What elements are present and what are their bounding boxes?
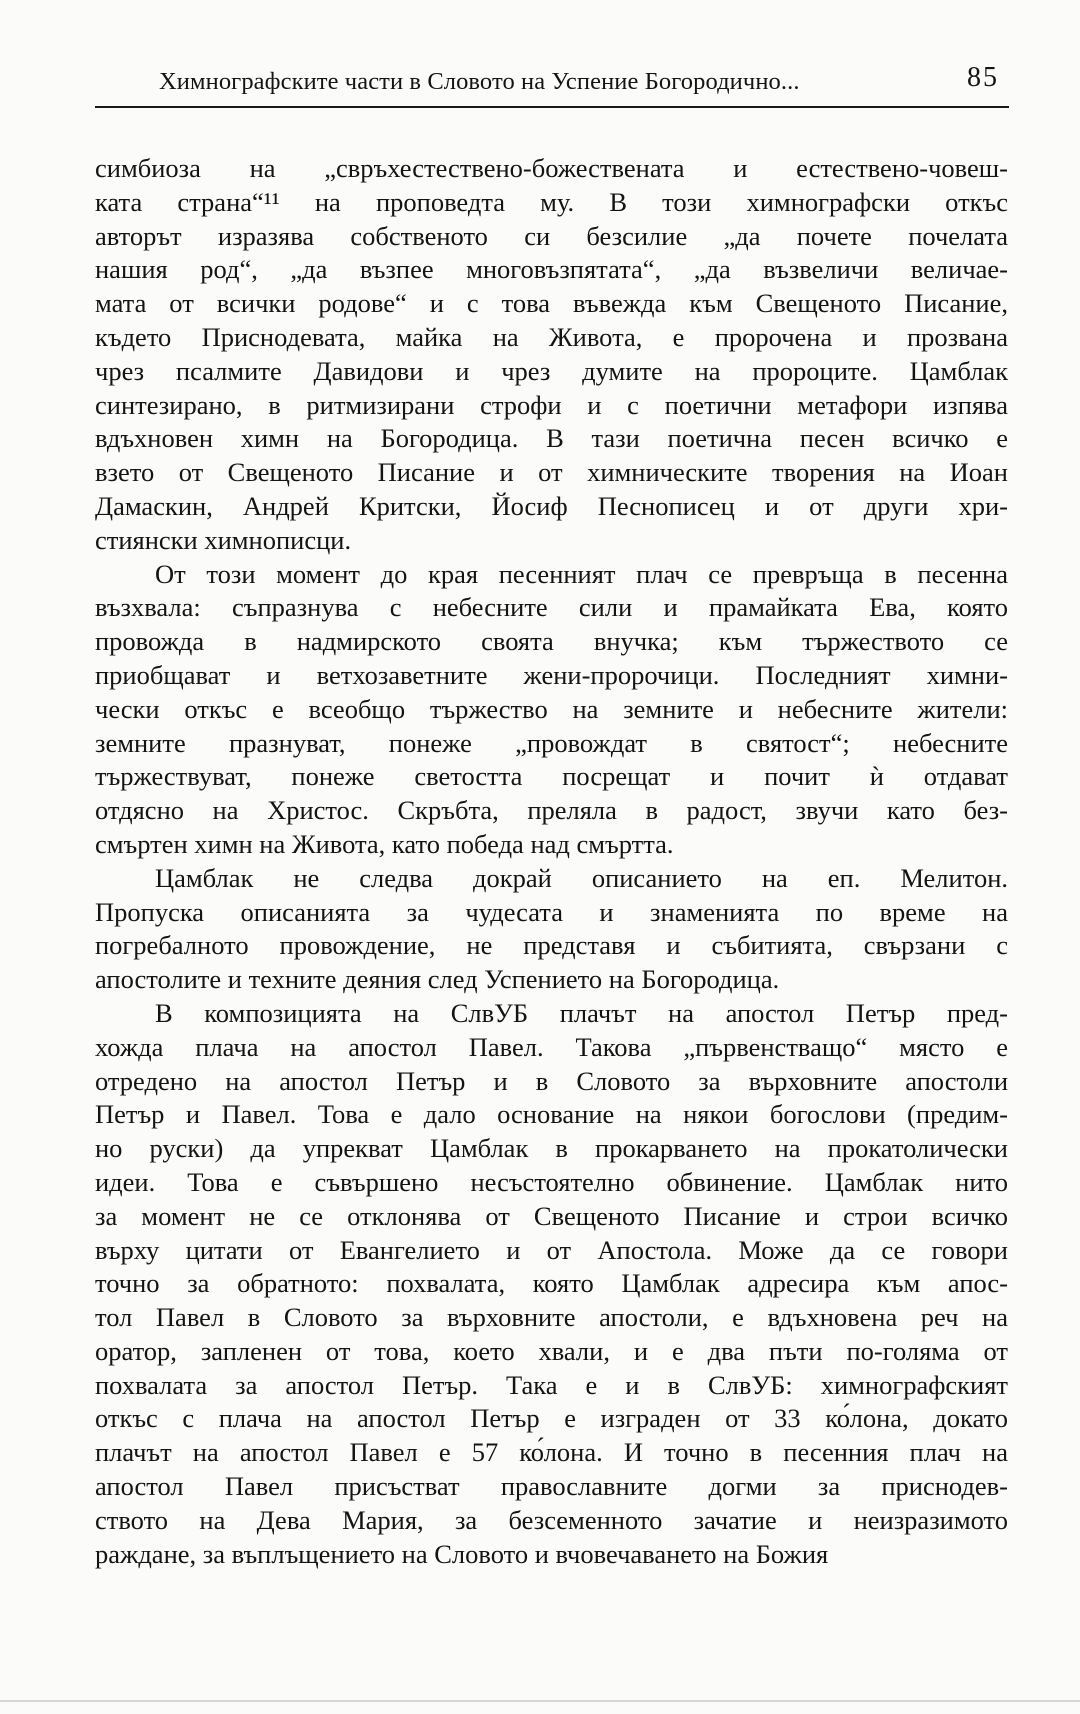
text-line: за момент не се отклонява от Свещеното Писание и строи всичко — [95, 1200, 1008, 1231]
text-line: където Приснодевата, майка на Живота, е пророчена и прозвана — [95, 321, 1008, 352]
text-line: тол Павел в Словото за върховните апостоли, е вдъхновена реч на — [95, 1302, 1008, 1333]
paragraph — [95, 152, 1008, 558]
text-line: откъс с плача на апостол Петър е изграден от 33 ко́лона, докато — [95, 1403, 1008, 1434]
text-line: апостол Павел присъстват православните догми за приснодев- — [95, 1471, 1008, 1502]
text-line: симбиоза на „свръхестествено-божествената и естествено-човеш- — [95, 153, 1008, 183]
text-line: нашия род“, „да възпее многовъзпятата“, „да възвеличи величае- — [95, 254, 1008, 285]
text-line: Дамаскин, Андрей Критски, Йосиф Песнописец и от други хри- — [95, 490, 1008, 521]
text-line: Пропуска описанията за чудесата и знаменията по време на — [95, 896, 1008, 927]
scan-edge-line — [0, 1700, 1080, 1702]
text-line: оратор, запленен от това, което хвали, и е два пъти по-голяма от — [95, 1335, 1008, 1366]
text-line: погребалното провождение, не представя и събитията, свързани с — [95, 930, 1008, 961]
text-line: хожда плача на апостол Павел. Такова „първенстващо“ място е — [95, 1031, 1008, 1062]
text-line: отредено на апостол Петър и в Словото за върховните апостоли — [95, 1065, 1008, 1096]
paragraph — [95, 558, 1008, 862]
text-line: приобщават и ветхозаветните жени-пророчици. Последният химни- — [95, 659, 1008, 690]
text-line: върху цитати от Евангелието и от Апостола. Може да се говори — [95, 1234, 1008, 1265]
running-header — [95, 62, 1009, 108]
text-line: вдъхновен химн на Богородица. В тази поетична песен всичко е — [95, 423, 1008, 454]
text-line: земните празнуват, понеже „провождат в святост“; небесните — [95, 727, 1008, 758]
body-text — [95, 152, 1008, 1571]
text-line: ката страна“¹¹ на проповедта му. В този химнографски откъс — [95, 186, 1008, 217]
text-line: мата от всички родове“ и с това въвежда към Свещеното Писание, — [95, 288, 1008, 319]
text-line: раждане, за въплъщението на Словото и вчовечаването на Божия — [95, 1538, 829, 1569]
text-line: чрез псалмите Давидови и чрез думите на пророците. Цамблак — [95, 355, 1008, 386]
paragraph — [95, 862, 1008, 997]
text-line: отдясно на Христос. Скръбта, преляла в радост, звучи като без- — [95, 795, 1008, 826]
text-line: смъртен химн на Живота, като победа над смъртта. — [95, 828, 674, 859]
paragraph — [95, 997, 1008, 1572]
text-line: възхвала: съпразнува с небесните сили и прамайката Ева, която — [95, 592, 1008, 623]
text-line: ството на Дева Мария, за безсеменното зачатие и неизразимото — [95, 1504, 1008, 1535]
text-line: точно за обратното: похвалата, която Цамблак адресира към апос- — [95, 1268, 1008, 1299]
text-line: тържествуват, понеже светостта посрещат и почит ѝ отдават — [95, 761, 1008, 792]
page-number: 85 — [967, 62, 999, 93]
text-line: апостолите и техните деяния след Успението на Богородица. — [95, 964, 780, 995]
text-line: взето от Свещеното Писание и от химническите творения на Иоан — [95, 457, 1008, 488]
text-line: стиянски химнописци. — [95, 524, 352, 555]
running-title: Химнографските части в Словото на Успение Богородично... — [159, 68, 800, 95]
text-line: похвалата за апостол Петър. Така е и в СлвУБ: химнографският — [95, 1369, 1008, 1400]
text-line: но руски) да упрекват Цамблак в прокарването на прокатолически — [95, 1133, 1008, 1164]
text-line: плачът на апостол Павел е 57 ко́лона. И точно в песенния плач на — [95, 1437, 1008, 1468]
text-line: В композицията на СлвУБ плачът на апостол Петър пред- — [155, 997, 1008, 1028]
text-line: провожда в надмирското своята внучка; към тържеството се — [95, 626, 1008, 657]
text-line: синтезирано, в ритмизирани строфи и с поетични метафори изпява — [95, 389, 1008, 420]
text-line: авторът изразява собственото си безсилие „да почете почелата — [95, 220, 1008, 251]
text-line: Цамблак не следва докрай описанието на еп. Мелитон. — [155, 862, 1008, 893]
text-line: От този момент до края песенният плач се превръща в песенна — [155, 558, 1008, 589]
text-line: идеи. Това е съвършено несъстоятелно обвинение. Цамблак нито — [95, 1166, 1008, 1197]
text-line: Петър и Павел. Това е дало основание на някои богослови (предим- — [95, 1099, 1008, 1130]
text-line: чески откъс е всеобщо тържество на земните и небесните жители: — [95, 693, 1008, 724]
